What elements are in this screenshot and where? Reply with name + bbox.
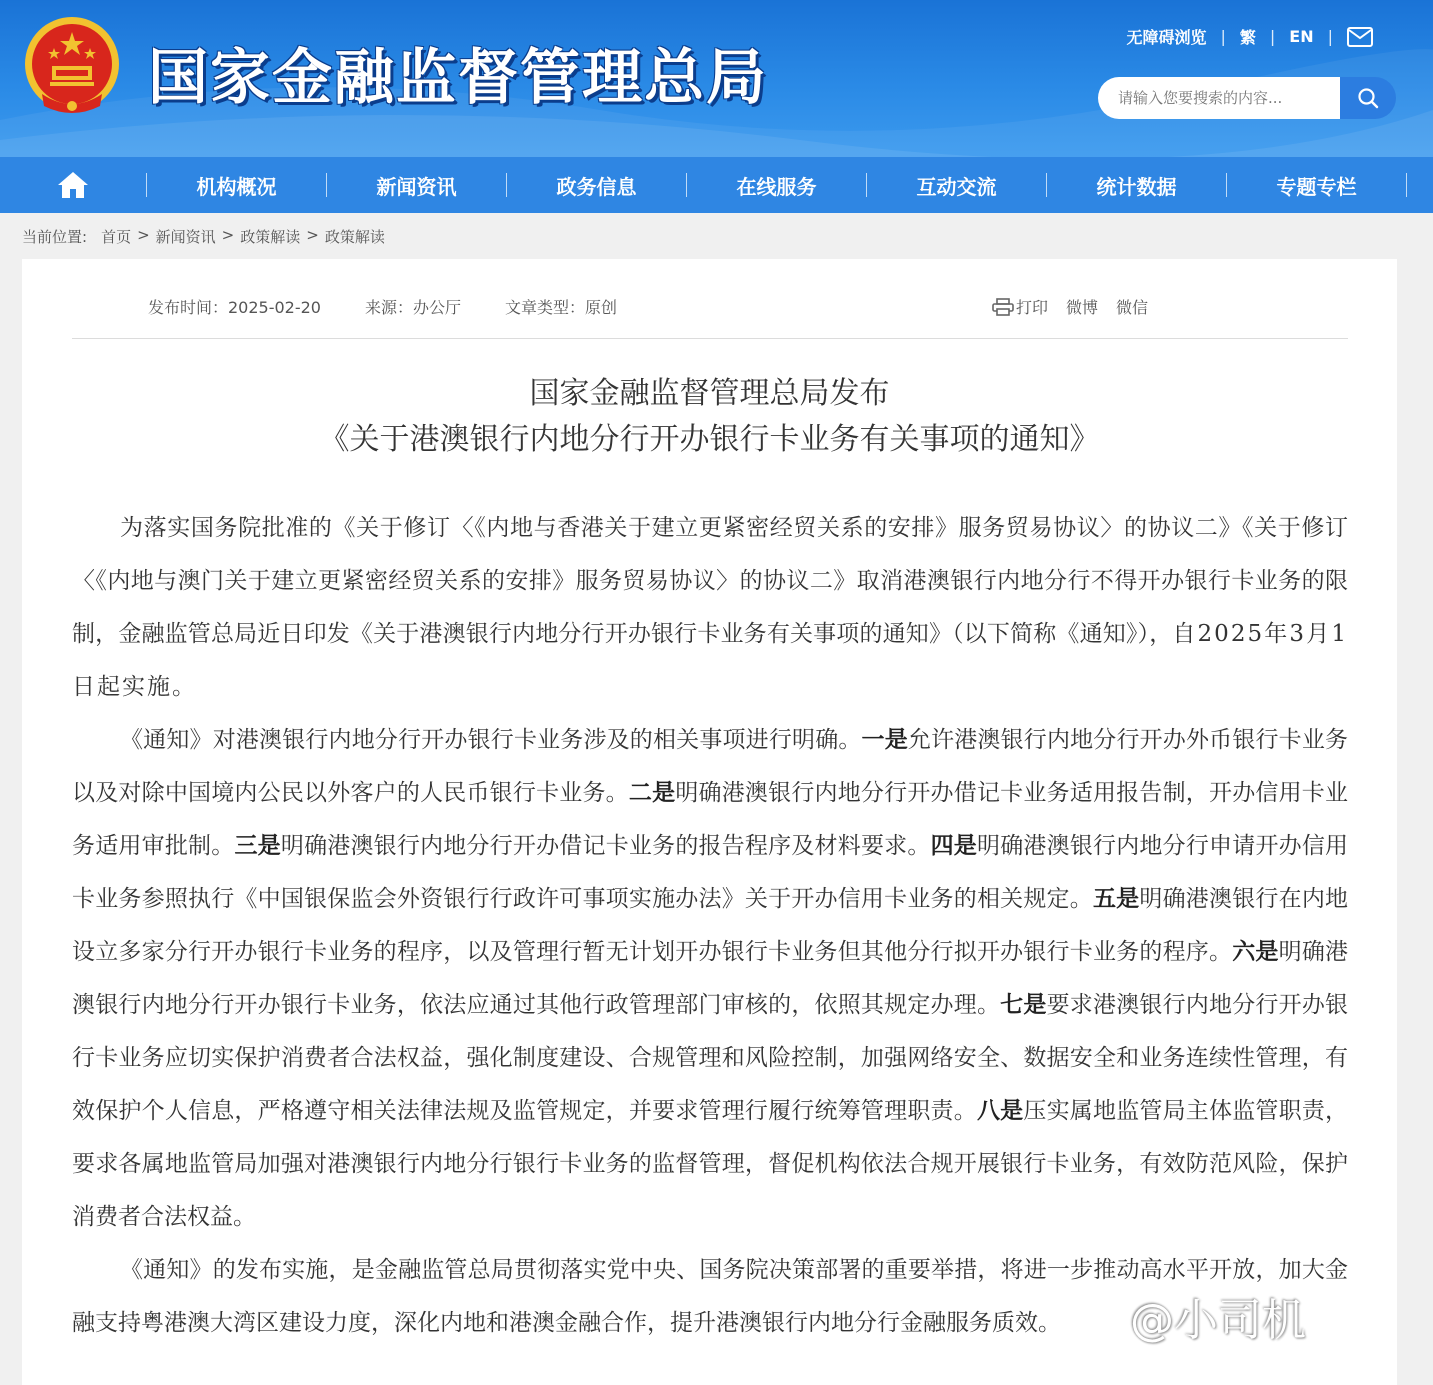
meta-divider	[72, 338, 1348, 339]
accessibility-link[interactable]: 无障碍浏览	[1126, 28, 1207, 47]
article-card	[22, 259, 1397, 1385]
breadcrumb-separator: >	[306, 226, 319, 244]
paragraph-2-text: 明确港澳银行内地分行申请开办信用卡业务参照执行《中国银保监会外资银行行政许可事项实施办法》关于开办信用卡业务的相关规定。	[72, 833, 1349, 912]
share-weibo[interactable]: 微博	[1066, 298, 1099, 317]
search-input[interactable]	[1098, 77, 1340, 119]
item-ordinal: 五是	[1092, 886, 1140, 912]
site-header	[0, 0, 1433, 157]
article-title	[22, 371, 1397, 463]
top-links	[1126, 25, 1373, 48]
national-emblem-icon[interactable]	[22, 14, 122, 120]
share-wechat[interactable]: 微信	[1116, 298, 1149, 317]
nav-item-statistics[interactable]: 统计数据	[1096, 174, 1177, 199]
item-ordinal: 一是	[861, 727, 908, 753]
printer-icon	[992, 298, 1014, 316]
paragraph-2	[72, 714, 1348, 1244]
link-separator: |	[1327, 27, 1333, 46]
item-ordinal: 七是	[1000, 992, 1047, 1018]
share-bar	[992, 295, 1148, 318]
item-ordinal: 二是	[628, 780, 676, 806]
paragraph-1-effective-date: 自2025年3月1日起实施。	[72, 621, 1348, 700]
article-title-line-2: 《关于港澳银行内地分行开办银行卡业务有关事项的通知》	[319, 422, 1100, 457]
breadcrumb-label: 当前位置:	[22, 228, 88, 246]
nav-item-about[interactable]: 机构概况	[196, 174, 277, 199]
item-ordinal: 四是	[930, 833, 977, 859]
paragraph-2-text: 明确港澳银行内地分行开办借记卡业务适用报告制，开办信用卡业务适用审批制。	[72, 780, 1349, 859]
print-label: 打印	[1016, 298, 1049, 317]
watermark-text: @小司机	[1130, 1295, 1306, 1346]
paragraph-2-text: 明确港澳银行在内地设立多家分行开办银行卡业务的程序，以及管理行暂无计划开办银行卡业务但其他分行拟开办银行卡业务的程序。	[72, 886, 1349, 965]
paragraph-2-text: 压实属地监管局主体监管职责，要求各属地监管局加强对港澳银行内地分行银行卡业务的监督管理，督促机构依法合规开展银行卡业务，有效防范风险，保护消费者合法权益。	[72, 1098, 1349, 1230]
nav-item-online-service[interactable]: 在线服务	[736, 174, 817, 199]
article-body	[72, 502, 1348, 1350]
traditional-chinese-link[interactable]: 繁	[1239, 28, 1256, 47]
article-title-line-1: 国家金融监督管理总局发布	[529, 376, 890, 411]
english-link[interactable]: EN	[1289, 27, 1314, 46]
nav-item-government-info[interactable]: 政务信息	[556, 174, 637, 199]
article-meta	[148, 295, 661, 318]
home-icon	[56, 170, 90, 200]
link-separator: |	[1220, 27, 1226, 46]
article-source: 来源：办公厅	[365, 298, 462, 317]
paragraph-2-text: 要求港澳银行内地分行开办银行卡业务应切实保护消费者合法权益，强化制度建设、合规管理和风险控制，加强网络安全、数据安全和业务连续性管理，有效保护个人信息，严格遵守相关法律法规及监管规定，并要求管理行履行统筹管理职责。	[72, 992, 1349, 1124]
mail-icon[interactable]	[1347, 27, 1373, 47]
paragraph-2-text: 《通知》对港澳银行内地分行开办银行卡业务涉及的相关事项进行明确。	[120, 727, 862, 753]
article-type: 文章类型：原创	[505, 298, 618, 317]
breadcrumb	[22, 226, 385, 247]
site-title[interactable]: 国家金融监督管理总局	[148, 43, 768, 113]
nav-home[interactable]	[0, 157, 146, 213]
nav-divider	[1406, 173, 1407, 197]
nav-item-news[interactable]: 新闻资讯	[376, 174, 457, 199]
paragraph-1-text: 为落实国务院批准的《关于修订〈《内地与香港关于建立更紧密经贸关系的安排》服务贸易协议〉的协议二》《关于修订〈《内地与澳门关于建立更紧密经贸关系的安排》服务贸易协议〉的协议二》取消港澳银行内地分行不得开办银行卡业务的限制，金融监管总局近日印发《关于港澳银行内地分行开办银行卡业务有关事项的通知》（以下简称《通知》），	[72, 515, 1348, 647]
item-ordinal: 三是	[234, 833, 281, 859]
print-button[interactable]	[992, 295, 1048, 318]
paragraph-2-text: 允许港澳银行内地分行开办外币银行卡业务以及对除中国境内公民以外客户的人民币银行卡业务。	[72, 727, 1349, 806]
breadcrumb-policy[interactable]: 政策解读	[240, 228, 301, 246]
search-box	[1098, 77, 1396, 119]
nav-item-special-topics[interactable]: 专题专栏	[1276, 174, 1357, 199]
paragraph-3: 《通知》的发布实施，是金融监管总局贯彻落实党中央、国务院决策部署的重要举措，将进一步推动高水平开放，加大金融支持粤港澳大湾区建设力度，深化内地和港澳金融合作，提升港澳银行内地分行金融服务质效。	[72, 1257, 1348, 1336]
search-icon	[1357, 87, 1379, 109]
paragraph-2-text: 明确港澳银行内地分行开办借记卡业务的报告程序及材料要求。	[280, 833, 931, 859]
breadcrumb-current[interactable]: 政策解读	[324, 228, 385, 246]
link-separator: |	[1269, 27, 1276, 46]
publish-time: 发布时间：2025-02-20	[148, 298, 321, 317]
item-ordinal: 八是	[976, 1098, 1024, 1124]
nav-item-interaction[interactable]: 互动交流	[916, 174, 997, 199]
item-ordinal: 六是	[1232, 939, 1279, 965]
main-nav	[0, 157, 1433, 213]
paragraph-1	[72, 502, 1348, 714]
breadcrumb-separator: >	[221, 226, 235, 244]
breadcrumb-home[interactable]: 首页	[101, 228, 132, 246]
breadcrumb-news[interactable]: 新闻资讯	[155, 228, 216, 246]
search-button[interactable]	[1340, 77, 1396, 119]
paragraph-2-text: 明确港澳银行内地分行开办银行卡业务，依法应通过其他行政管理部门审核的，依照其规定办理。	[72, 939, 1349, 1018]
breadcrumb-separator: >	[137, 226, 150, 244]
